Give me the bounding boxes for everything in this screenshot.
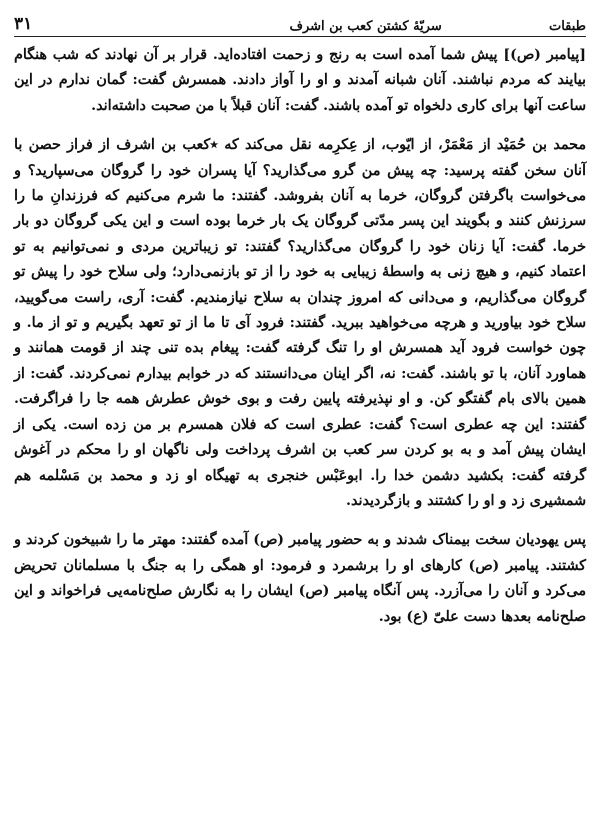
paragraph-1: [پیامبر (ص)] پیش شما آمده است به رنج و زحمت افتاده‌اید. قرار بر آن نهادند که شب هنگام بیایند که مردم نباشند. آنان شبانه آمدند و او را آواز دادند. همسرش گفت: گمان ندارم در این ساعت آنها برای کاری دلخواه تو آمده باشند. گفت: آنان قبلاً با من صحبت داشته‌اند. [14, 47, 586, 114]
page-number: ۳۱ [14, 14, 33, 34]
paragraph-gap [14, 514, 586, 528]
paragraph-3: پس یهودیان سخت بیمناک شدند و به حضور پیامبر (ص) آمده گفتند: مهتر ما را شبیخون کردند و کشتند. پیامبر (ص) کارهای او را برشمرد و فرمود: او همگی را به جنگ با مسلمانان تحریض می‌کرد و آنان را می‌آزرد. پس آنگاه پیامبر (ص) ایشان را به نگارش صلح‌نامه‌یی فراخواند و این صلح‌نامه بعدها دست علیّ (ع) بود. [14, 532, 586, 625]
chapter-title: سریّهٔ کشتن کعب بن اشرف [289, 19, 442, 34]
page-header [14, 8, 586, 34]
paragraph-2: محمد بن حُمَیْد از مَعْمَرْ، از ایّوب، از عِکرِمه نقل می‌کند که ٭کعب بن اشرف از فراز حصن با آنان سخن گفته پرسید: چه پیش من گرو می‌گذارید؟ آیا پسران خود را گروگان می‌سپارید؟ و می‌خواست باگرفتن گروگان، خرما به آنان بفروشد. گفتند: ما شرم می‌کنیم که فرزندانِ ما را سرزنش کنند و بگویند این پسر مدّتی گروگان یک بار خرما بوده است و این یکی گروگان دو بار خرما. گفت: آیا زنان خود را گروگان می‌گذارید؟ گفتند: تو زیباترین مردی و نمی‌توانیم به تو اعتماد کنیم، و هیچ زنی به واسطهٔ زیبایی به خود را از تو بازنمی‌دارد؛ ولی سلاح خود را پیش تو گروگان می‌گذاریم، و می‌دانی که امروز چندان به سلاح نیازمندیم. گفت: آری، راست می‌گویید، سلاح خود بیاورید و هرچه می‌خواهید ببرید. گفتند: فرود آی تا ما از تو تعهد بگیریم و تو از ما. و چون خواست فرود آید همسرش او را تنگ گرفته گفت: پیغام بده تنی چند از قومت همانند و هماورد آنان، با تو باشند. گفت: نه، اگر اینان می‌دانستند که در خوابم بیدارم نمی‌کردند. گفت: از همین بالای بام گفتگو کن. و او نپذیرفته پایین رفت و بوی خوش عطرش همه جا را فراگرفت. گفتند: این چه عطری است؟ گفت: عطری است که فلان همسرم بر من زده است. یکی از ایشان پیش آمد و به بو کردن سر کعب بن اشرف پرداخت ولی ناگهان او را محکم در آغوش گرفته گفت: بکشید دشمن خدا را. ابوعَبْس خنجری به تهیگاه او زد و محمد بن مَسْلمه هم شمشیری زد و او را کشتند و بازگردیدند. [14, 137, 586, 509]
header-rule [14, 36, 586, 37]
book-title: طبقات [548, 19, 586, 34]
paragraph-gap [14, 119, 586, 133]
